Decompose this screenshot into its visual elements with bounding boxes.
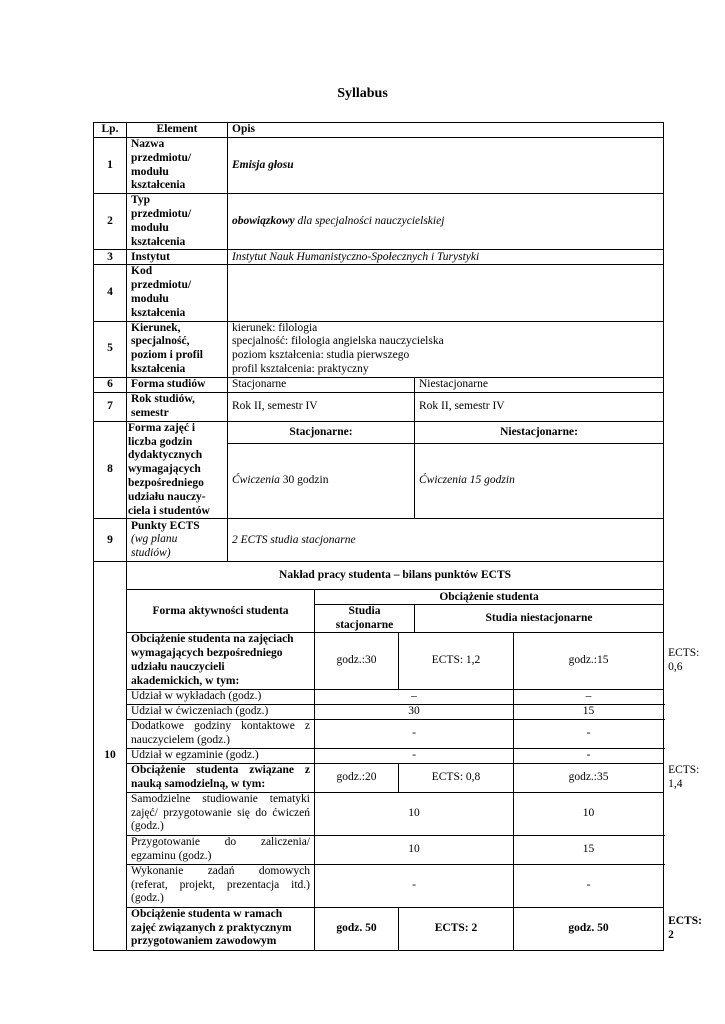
classes-stac-head: Stacjonarne: bbox=[228, 421, 415, 443]
row-3 bbox=[94, 250, 664, 265]
row-number: 8 bbox=[94, 421, 127, 519]
workload-row: Obciążenie studenta związane z nauką samodzielną, w tym: godz.:20 ECTS: 0,8 godz.:35 ECTS: 1,4 bbox=[94, 763, 664, 792]
ects-points: 2 ECTS studia stacjonarne bbox=[228, 519, 664, 562]
row-number: 5 bbox=[94, 321, 127, 377]
workload-row: Obciążenie studenta na zajęciach wymagających bezpośredniego udziału nauczycieli akademickich, w tym: godz.:30 ECTS: 1,2 godz.:15 ECTS: 0,6 bbox=[94, 633, 664, 689]
course-type: obowiązkowy dla specjalności nauczycielskiej bbox=[228, 194, 664, 250]
workload-label: Przygotowanie do zaliczenia/ egzaminu (godz.) bbox=[127, 835, 315, 864]
row-number: 1 bbox=[94, 138, 127, 194]
classes-niestac-head: Niestacjonarne: bbox=[415, 421, 664, 443]
syllabus-table bbox=[93, 122, 702, 951]
workload-label: Udział w egzaminie (godz.) bbox=[127, 748, 315, 763]
row-number: 6 bbox=[94, 377, 127, 392]
workload-row: Udział w egzaminie (godz.) - - bbox=[94, 748, 664, 763]
year-niestac: Rok II, semestr IV bbox=[415, 392, 664, 421]
workload-row: Udział w wykładach (godz.) – – bbox=[94, 689, 664, 704]
row-label: Rok studiów, semestr bbox=[127, 392, 228, 421]
row-label: Nazwa przedmiotu/ modułu kształcenia bbox=[127, 138, 228, 194]
classes-niestac: Ćwiczenia 15 godzin bbox=[415, 443, 664, 518]
row-label: Forma zajęć i liczba godzin dydaktycznych wymagających bezpośredniego udziału nauczy- ciela i studentów bbox=[127, 421, 228, 519]
header-element: Element bbox=[127, 123, 228, 138]
row-number: 3 bbox=[94, 250, 127, 265]
workload-row: Wykonanie zadań domowych (referat, projekt, prezentacja itd.) (godz.) - - bbox=[94, 864, 664, 907]
workload-label: Wykonanie zadań domowych (referat, projekt, prezentacja itd.) (godz.) bbox=[127, 864, 315, 907]
row-8-head bbox=[94, 421, 664, 443]
row-label: Punkty ECTS (wg planu studiów) bbox=[127, 519, 228, 562]
workload-label: Obciążenie studenta na zajęciach wymagających bezpośredniego udziału nauczycieli akademickich, w tym: bbox=[127, 633, 315, 689]
row-4 bbox=[94, 265, 664, 321]
study-form-niestac: Niestacjonarne bbox=[415, 377, 664, 392]
row-number: 10 bbox=[94, 562, 127, 950]
workload-label: Obciążenie studenta w ramach zajęć związanych z praktycznym przygotowaniem zawodowym bbox=[127, 907, 315, 950]
row-label: Forma studiów bbox=[127, 377, 228, 392]
workload-label: Dodatkowe godziny kontaktowe z nauczycielem (godz.) bbox=[127, 719, 315, 748]
row-10-title bbox=[94, 562, 664, 590]
year-stac: Rok II, semestr IV bbox=[228, 392, 415, 421]
load-head: Obciążenie studenta bbox=[315, 590, 664, 605]
row-5 bbox=[94, 321, 664, 377]
page-title: Syllabus bbox=[337, 86, 388, 101]
row-label: Kod przedmiotu/ modułu kształcenia bbox=[127, 265, 228, 321]
row-label: Kierunek, specjalność, poziom i profil kształcenia bbox=[127, 321, 228, 377]
row-number: 2 bbox=[94, 194, 127, 250]
row-label: Typ przedmiotu/ modułu kształcenia bbox=[127, 194, 228, 250]
load-head-row bbox=[94, 590, 664, 605]
classes-stac: Ćwiczenia 30 godzin bbox=[228, 443, 415, 518]
workload-row: Obciążenie studenta w ramach zajęć związanych z praktycznym przygotowaniem zawodowym godz. 50 ECTS: 2 godz. 50 ECTS: 2 bbox=[94, 907, 664, 950]
workload-row: Dodatkowe godziny kontaktowe z nauczycielem (godz.) - - bbox=[94, 719, 664, 748]
workload-label: Obciążenie studenta związane z nauką samodzielną, w tym: bbox=[127, 763, 315, 792]
row-label: Instytut bbox=[127, 250, 228, 265]
header-opis: Opis bbox=[228, 123, 664, 138]
workload-label: Udział w ćwiczeniach (godz.) bbox=[127, 704, 315, 719]
course-name: Emisja głosu bbox=[228, 138, 664, 194]
row-2 bbox=[94, 194, 664, 250]
institute: Instytut Nauk Humanistyczno-Społecznych i Turystyki bbox=[228, 250, 664, 265]
row-7 bbox=[94, 392, 664, 421]
workload-row: Samodzielne studiowanie tematyki zajęć/ przygotowanie się do ćwiczeń (godz.) 10 10 bbox=[94, 792, 664, 835]
row-6 bbox=[94, 377, 664, 392]
workload-row: Przygotowanie do zaliczenia/ egzaminu (godz.) 10 15 bbox=[94, 835, 664, 864]
balance-title: Nakład pracy studenta – bilans punktów ECTS bbox=[127, 562, 664, 590]
row-number: 9 bbox=[94, 519, 127, 562]
course-code bbox=[228, 265, 664, 321]
niestac-head: Studia niestacjonarne bbox=[415, 605, 664, 633]
study-form-stac: Stacjonarne bbox=[228, 377, 415, 392]
stac-head: Studia stacjonarne bbox=[315, 605, 415, 633]
field-of-study: kierunek: filologia specjalność: filologia angielska nauczycielska poziom kształcenia: studia pierwszego profil kształcenia: praktyczny bbox=[228, 321, 664, 377]
row-number: 7 bbox=[94, 392, 127, 421]
row-1 bbox=[94, 138, 664, 194]
header-lp: Lp. bbox=[94, 123, 127, 138]
row-9 bbox=[94, 519, 664, 562]
workload-row: Udział w ćwiczeniach (godz.) 30 15 bbox=[94, 704, 664, 719]
workload-label: Samodzielne studiowanie tematyki zajęć/ przygotowanie się do ćwiczeń (godz.) bbox=[127, 792, 315, 835]
row-number: 4 bbox=[94, 265, 127, 321]
header-row bbox=[94, 123, 664, 138]
form-head: Forma aktywności studenta bbox=[127, 590, 315, 633]
workload-label: Udział w wykładach (godz.) bbox=[127, 689, 315, 704]
